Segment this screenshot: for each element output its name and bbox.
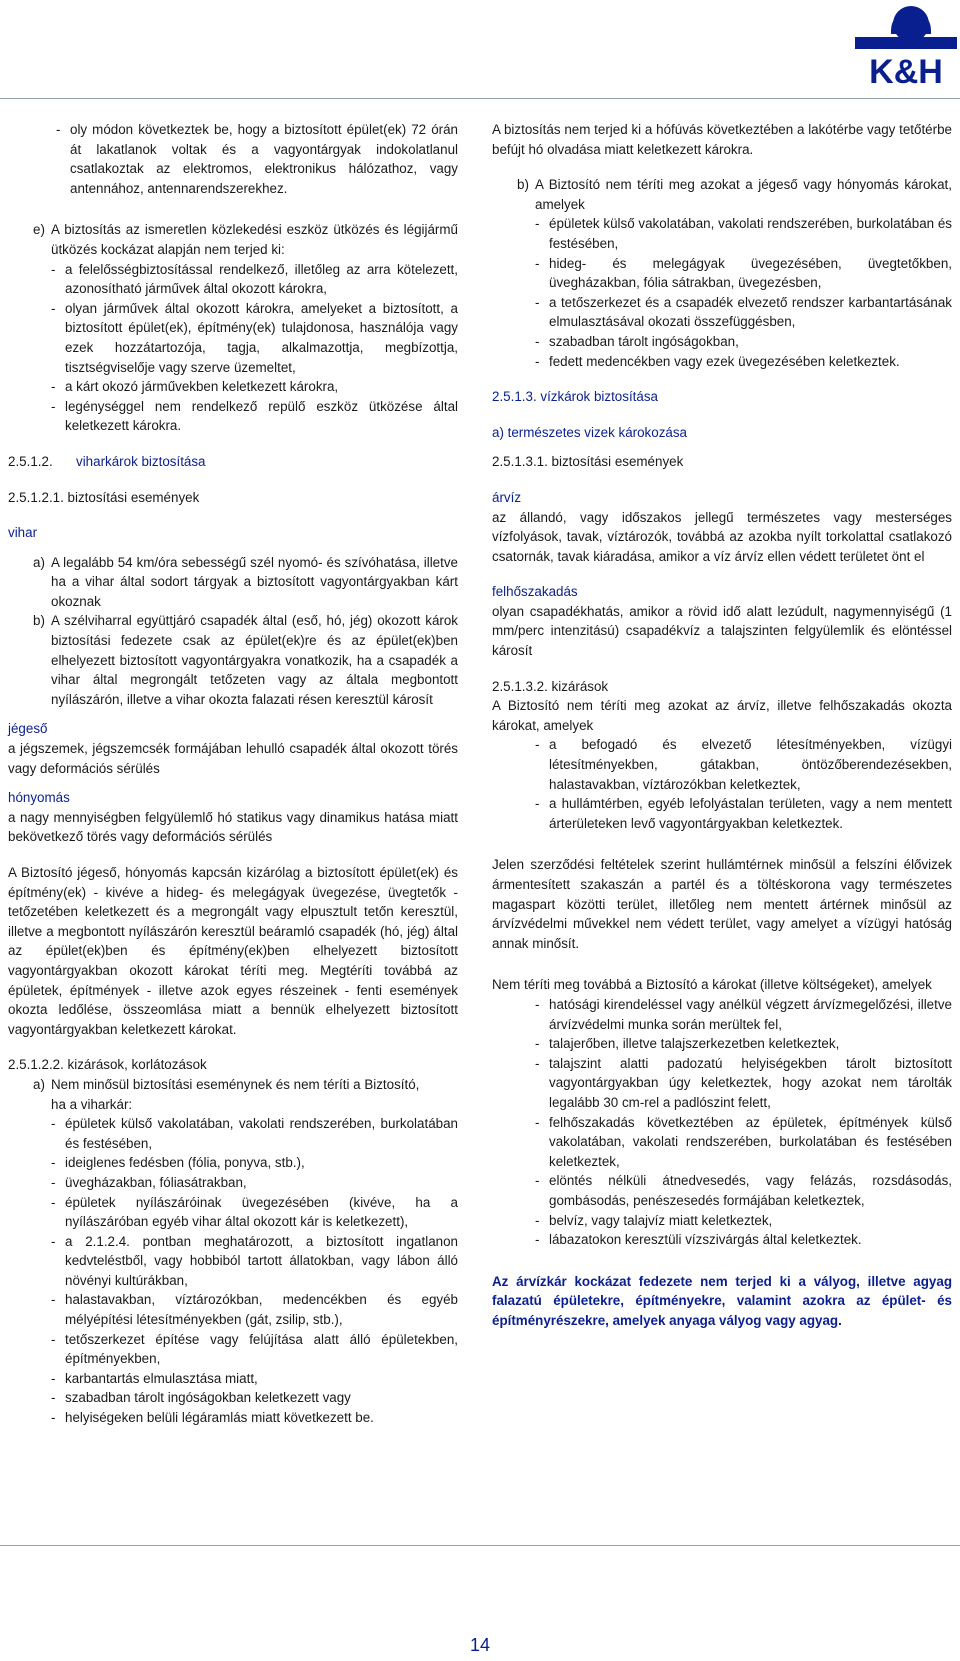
jeges-item-b: b) A Biztosító nem téríti meg azokat a jégeső vagy hónyomás károkat, amelyek: [517, 177, 952, 212]
arviz-text: az állandó, vagy időszakos jellegű természetes vagy mesterséges vízfolyások, tavak, víztározók, továbbá az azokba nyílt torkolattal csatlakozó csatornák, tavak kiáradása, amikor a víz árvíz ellen védett területet önt el: [492, 509, 952, 564]
kh-logo: [853, 0, 960, 90]
list-item: épületek külső vakolatában, vakolati rendszerében, burkolatában és festésében,: [65, 1116, 458, 1151]
felhoszakadas-title: felhőszakadás: [492, 584, 578, 600]
list-item: hatósági kirendeléssel vagy anélkül végzett árvízmegelőzési, illetve árvízvédelmi munka során merültek fel,: [549, 996, 952, 1032]
list-item: a 2.1.2.4. pontban meghatározott, a biztosított ingatlanon kedvteléstből, vagy hobbiból tartott állatokban, vagy lábon álló növényi kultúrákban,: [65, 1233, 458, 1288]
left-column: [8, 120, 458, 1428]
vihar-item-b: b) A szélviharral együttjáró csapadék által (eső, hó, jég) okozott károk biztosítási fedezete csak az épület(ek)re és az épület(ek)ben elhelyezett biztosított vagyontárgyakra vonatkozik, ha a csapadék a vihar által megrongált tetőzeten vagy az általa megbontott nyílászárón, illetve a vihar okozta falazati résen keresztül károsít: [33, 613, 458, 707]
list-item: a kárt okozó járművekben keletkezett károkra,: [65, 379, 339, 395]
list-item: a tetőszerkezet és a csapadék elvezető rendszer karbantartásának elmulasztásával okozati összefüggésben,: [549, 294, 952, 330]
list-item: épületek nyílászáróinak üvegezésében (kivéve, ha a nyílászáróban egyéb vihar által okozott kár is keletkezett),: [65, 1194, 458, 1230]
list-item: a hullámtérben, egyéb lefolyástalan területen, vagy a nem mentett árterületeken levő vagyontárgyakban keletkeztek.: [549, 796, 952, 831]
list-item: lábazatokon keresztüli vízszivárgás által keletkeztek.: [549, 1232, 862, 1248]
kizarasok-list: - épületek külső vakolatában, vakolati rendszerében, burkolatában és festésében, - ideiglenes fedésben (fólia, ponyva, stb.), - üvegházakban, fóliasátrakban, - épületek nyílászáróinak üvegezésében (kivéve, ha a nyílászáróban egyéb vihar által okozott kár is keletkezett), - a 2.1.2.4. pontban meghatározott, a biztosított ingatlanon kedvteléstből, vagy hobbiból tartott állatokban, vagy lábon álló növényi kultúrákban, - halastavakban, víztározókban, medencékben és egyéb mélyépítési létesítményekben (gát, zsilip, stb.), - tetőszerkezet építése vagy felújítása alatt álló épületekben, építményekben, - karbantartás elmulasztása miatt, - szabadban tárolt ingóságokban keletkezett vagy - helyiségeken belüli légáramlás miatt következett be.: [8, 1114, 458, 1428]
list-item: olyan járművek által okozott károkra, amelyeket a biztosított, a biztosított épület(ek), építmény(ek) tulajdonosa, használója vagy ezek hozzátartozója, tagja, alkalmazottja, megbízottja, tisztségviselője vagy szerve üzemeltet,: [65, 300, 458, 375]
section-25132-heading: 2.5.1.3.2. kizárások: [492, 678, 609, 694]
list-item: a felelősségbiztosítással rendelkező, illetőleg az arra kötelezett, azonosítható járművek által okozott károkra,: [65, 261, 458, 297]
list-item: üvegházakban, fóliasátrakban,: [65, 1174, 247, 1190]
top-rule: [0, 98, 960, 99]
list-item: talajerőben, illetve talajszerkezetben keletkeztek,: [549, 1036, 840, 1052]
section-2512-heading: 2.5.1.2. viharkárok biztosítása: [8, 453, 206, 469]
list-item: fedett medencékben vagy ezek üvegezésében keletkeztek.: [549, 353, 900, 369]
list-item: szabadban tárolt ingóságokban keletkezett vagy: [65, 1390, 351, 1406]
honyomas-text: a nagy mennyiségben felgyülemlő hó statikus vagy dinamikus hatása miatt bekövetkező törés vagy deformációs sérülés: [8, 809, 458, 845]
hofuvas-paragraph: A biztosítás nem terjed ki a hófúvás következtében a lakótérbe vagy tetőtérbe befújt hó olvadása miatt keletkezett károkra.: [492, 122, 952, 157]
vihar-item-a: a) A legalább 54 km/óra sebességű szél nyomó- és szívóhatása, illetve ha a vihar által sodort tárgyak a biztosított vagyontárgyakban kárt okoznak: [33, 554, 458, 609]
right-column: [492, 120, 952, 1330]
jeges-title: jégeső: [8, 721, 48, 737]
nem-teriti-list: - hatósági kirendeléssel vagy anélkül végzett árvízmegelőzési, illetve árvízvédelmi munka során merültek fel, - talajerőben, illetve talajszerkezetben keletkeztek, - talajszint alatti padozatú helyiségekben tárolt biztosított vagyontárgyakban úgy keletkeztek, hogy azokat nem tárolták legalább 30 cm-rel a padlószint felett, - felhőszakadás következtében az épületek, építmények külső vakolatában, vakolati rendszerében, burkolatában és festésében keletkeztek, - elöntés nélküli átnedvesedés, vagy felázás, rozsdásodás, gombásodás, penészesedés formájában keletkeztek, - belvíz, vagy talajvíz miatt keletkeztek, - lábazatokon keresztüli vízszivárgás által keletkeztek.: [492, 995, 952, 1250]
arviz-kizarasok-list: - a befogadó és elvezető létesítményekben, vízügyi létesítményekben, gátakban, öntözőberendezésekben, halastavakban, víztározókban keletkeztek, - a hullámtérben, egyéb lefolyástalan területen, vagy a nem mentett árterületeken levő vagyontárgyakban keletkeztek.: [492, 735, 952, 833]
honyomas-title: hónyomás: [8, 790, 70, 806]
list-item: tetőszerkezet építése vagy felújítása alatt álló épületekben, építményekben,: [65, 1331, 458, 1367]
nem-teriti-paragraph: Nem téríti meg továbbá a Biztosító a károkat (illetve költségeket), amelyek: [492, 977, 932, 993]
list-item: épületek külső vakolatában, vakolati rendszerében, burkolatában és festésében,: [549, 216, 952, 251]
list-item: elöntés nélküli átnedvesedés, vagy felázás, rozsdásodás, gombásodás, penészesedés formájában keletkeztek,: [549, 1173, 952, 1208]
list-item: felhőszakadás következtében az épületek, építmények külső vakolatában, vakolati rendszerében, burkolatában és festésében keletkeztek,: [549, 1114, 952, 1169]
item-e: e) A biztosítás az ismeretlen közlekedési eszköz ütközés és légijármű ütközés kockázat alapján nem terjed ki:: [33, 222, 458, 257]
hullamter-paragraph: Jelen szerződési feltételek szerint hullámtérnek minősül a felszíni élővizek ármentesített szakaszán a partél és a töltéskorona vagy természetes magaspart közötti terület, illetőleg nem mentett ártérnek minősül az árvízvédelmi művekkel nem védett terület, vagy amelyet a vízügyi hatóság annak minősít.: [492, 857, 952, 951]
bottom-rule: [0, 1545, 960, 1546]
kizarasok-item-a: a) Nem minősül biztosítási eseménynek és nem téríti a Biztosító, ha a viharkár:: [33, 1076, 420, 1112]
section-25122-heading: 2.5.1.2.2. kizárások, korlátozások: [8, 1057, 207, 1073]
section-25121-heading: 2.5.1.2.1. biztosítási események: [8, 489, 200, 505]
felhoszakadas-text: olyan csapadékhatás, amikor a rövid idő alatt lezúdult, nagymennyiségű (1 mm/perc intenzitású) csapadékvíz a talajszinten felgyülemlik és elöntéssel károsít: [492, 603, 952, 659]
list-item: hideg- és melegágyak üvegezésében, üvegtetőkben, üvegházakban, fólia sátrakban, üvegezésben,: [549, 255, 952, 291]
termeszetes-vizek-heading: a) természetes vizek károkozása: [492, 424, 687, 440]
list-item: talajszint alatti padozatú helyiségekben tárolt biztosított vagyontárgyakban úgy keletkeztek, hogy azokat nem tárolták legalább 30 cm-rel a padlószint felett,: [549, 1055, 952, 1110]
section-25131-heading: 2.5.1.3.1. biztosítási események: [492, 454, 684, 470]
page-number: 14: [469, 1635, 491, 1655]
arviz-title: árvíz: [492, 489, 522, 505]
vihar-title: vihar: [8, 525, 38, 541]
b-items-list: - épületek külső vakolatában, vakolati rendszerében, burkolatában és festésében, - hideg- és melegágyak üvegezésében, üvegtetőkben, üvegházakban, fólia sátrakban, üvegezésben, - a tetőszerkezet és a csapadék elvezető rendszer karbantartásának elmulasztásával okozati összefüggésben, - szabadban tárolt ingóságokban, - fedett medencékben vagy ezek üvegezésében keletkeztek.: [492, 214, 952, 371]
intro-dash-item: - oly módon következtek be, hogy a biztosított épület(ek) 72 órán át lakatlanok voltak és a vagyontárgyak indokolatlanul csatlakoztak az elektromos, elektronikus hálózathoz, vagy antennához, antennarendszerekhez.: [56, 122, 458, 196]
list-item: karbantartás elmulasztása miatt,: [65, 1370, 258, 1386]
kizarasok-text: A Biztosító nem téríti meg azokat az árvíz, illetve felhőszakadás okozta károkat, amelyek: [492, 698, 952, 733]
logo-text: K&H: [869, 53, 943, 90]
list-item: a befogadó és elvezető létesítményekben, vízügyi létesítményekben, gátakban, öntözőberendezésekben, halastavakban, víztározókban keletkeztek,: [549, 737, 952, 792]
list-item: legénységgel nem rendelkező repülő eszköz ütközése által keletkezett károkra.: [65, 398, 458, 434]
list-item: halastavakban, víztározókban, medencékben és egyéb mélyépítési létesítményekben (gát, zsilip, stb.),: [65, 1292, 458, 1328]
list-item: helyiségeken belüli légáramlás miatt következett be.: [65, 1410, 374, 1426]
jeges-text: a jégszemek, jégszemcsék formájában lehulló csapadék által okozott törés vagy deformációs sérülés: [8, 741, 458, 776]
final-notice: Az árvízkár kockázat fedezete nem terjed ki a vályog, illetve agyag falazatú épületekre, építményekre, valamint azokra az épület- és építményrészekre, amelyek anyaga vályog vagy agyag.: [492, 1273, 952, 1328]
e-items-list: - a felelősségbiztosítással rendelkező, illetőleg az arra kötelezett, azonosítható járművek által okozott károkra, - olyan járművek által okozott károkra, amelyeket a biztosított, a biztosított épület(ek), építmény(ek) tulajdonosa, használója vagy ezek hozzátartozója, tagja, alkalmazottja, megbízottja, tisztségviselője vagy szerve üzemeltet, - a kárt okozó járművekben keletkezett károkra, - legénységgel nem rendelkező repülő eszköz ütközése által keletkezett károkra.: [8, 260, 458, 436]
section-2513-heading: 2.5.1.3. vízkárok biztosítása: [492, 389, 658, 405]
list-item: belvíz, vagy talajvíz miatt keletkeztek,: [549, 1212, 773, 1228]
biztosito-paragraph: A Biztosító jégeső, hónyomás kapcsán kizárólag a biztosított épület(ek) és építmény(ek) - kivéve a hideg- és melegágyak üvegezése, üvegtetők - tetőzetében keletkezett és a megrongált vagy elpusztult tetőn keresztül, illetve a megbontott nyílászárón keresztül beáramló csapadék (hó, jég) által az épület(ek)ben és építmény(ek)ben elhelyezett biztosított vagyontárgyakban okozott károkat téríti meg. Megtéríti továbbá az épületek, építmények - illetve azok egyes részeinek - fenti események okozta ledőlése, összeomlása miatt a bennük elhelyezett biztosított vagyontárgyakban keletkezett károkat.: [8, 865, 458, 1037]
list-item: ideiglenes fedésben (fólia, ponyva, stb.),: [65, 1155, 305, 1171]
list-item: szabadban tárolt ingóságokban,: [549, 333, 739, 349]
